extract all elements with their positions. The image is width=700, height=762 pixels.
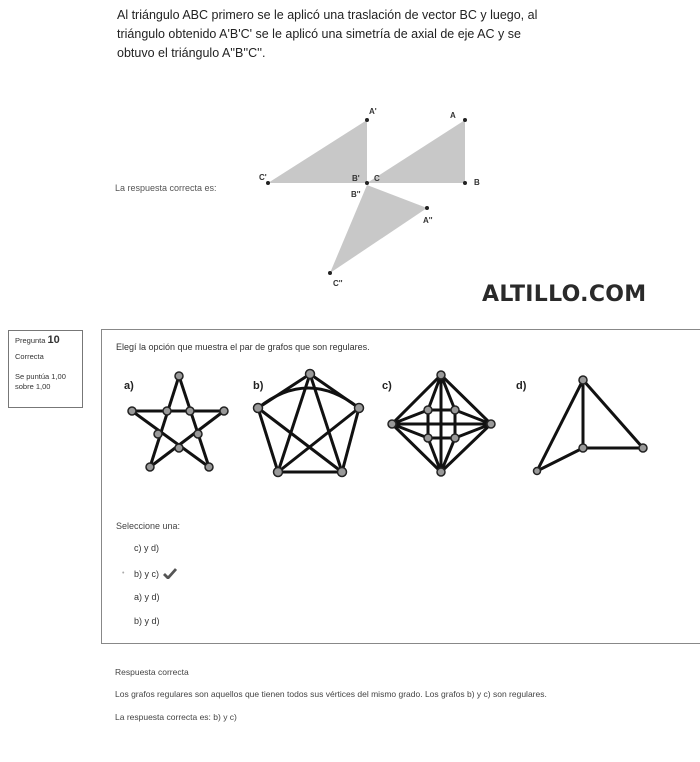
vertex-b	[463, 181, 467, 185]
vertex-a1	[365, 118, 369, 122]
question-info-box	[8, 330, 83, 408]
graph-label-c: c)	[382, 380, 392, 392]
graph-b-vertices	[254, 370, 364, 477]
question-score-line-2: sobre 1,00	[15, 382, 51, 391]
label-b1: B'	[352, 174, 360, 183]
option-label[interactable]: b) y d)	[134, 616, 160, 626]
vertex-a	[463, 118, 467, 122]
triangle-abc	[367, 120, 465, 183]
problem-line-1: Al triángulo ABC primero se le aplicó una traslación de vector BC y luego, al	[117, 8, 538, 22]
label-a1: A'	[369, 107, 377, 116]
problem-line-3: obtuvo el triángulo A''B''C''.	[117, 46, 266, 60]
label-b: B	[474, 178, 480, 187]
problem-line-2: triángulo obtenido A'B'C' se le aplicó una simetría de axial de eje AC y se	[117, 27, 521, 41]
label-a2: A''	[423, 216, 433, 225]
vertex-a2	[425, 206, 429, 210]
graphs-figure	[116, 368, 676, 483]
label-c1: C'	[259, 173, 267, 182]
triangle-a2b2c2	[330, 185, 427, 273]
vertex-c	[365, 181, 369, 185]
label-a: A	[450, 111, 456, 120]
graph-d-vertices	[534, 376, 648, 475]
option-c-d[interactable]	[122, 543, 159, 553]
option-label[interactable]: c) y d)	[134, 543, 160, 553]
graph-d	[537, 380, 643, 471]
question-score-line-1: Se puntúa 1,00	[15, 372, 66, 381]
graph-b	[258, 374, 359, 472]
triangles-figure	[250, 100, 510, 295]
question-number: 10	[47, 334, 60, 346]
problem-statement	[117, 6, 537, 63]
question-status: Correcta	[15, 352, 44, 361]
question-text: Elegí la opción que muestra el par de grafos que son regulares.	[116, 342, 370, 352]
radio-button-selected[interactable]: •	[122, 570, 125, 577]
previous-answer-label: La respuesta correcta es:	[115, 183, 217, 193]
feedback-title: Respuesta correcta	[115, 667, 189, 677]
graph-a	[132, 376, 224, 467]
graph-label-a: a)	[124, 380, 134, 392]
question-box	[101, 329, 700, 644]
label-c: C	[374, 174, 380, 183]
option-label[interactable]: a) y d)	[134, 592, 160, 602]
select-one-label: Seleccione una:	[116, 521, 181, 531]
graph-label-b: b)	[253, 380, 264, 392]
option-a-d[interactable]	[122, 592, 160, 602]
feedback-explanation: Los grafos regulares son aquellos que tienen todos sus vértices del mismo grado. Los grafos b) y c) son regulares.	[115, 689, 547, 699]
watermark-logo: ALTILLO.COM	[482, 282, 647, 307]
graph-a-vertices	[128, 372, 228, 471]
option-label[interactable]: b) y c)	[134, 568, 160, 579]
label-c2: C''	[333, 279, 343, 288]
vertex-c2	[328, 271, 332, 275]
graph-c	[392, 375, 491, 472]
option-b-d[interactable]	[122, 616, 160, 626]
checkmark-icon	[163, 568, 177, 579]
question-prefix: Pregunta	[15, 336, 46, 345]
feedback-answer: La respuesta correcta es: b) y c)	[115, 712, 237, 722]
graph-label-d: d)	[516, 380, 527, 392]
label-b2: B''	[351, 190, 361, 199]
option-b-c[interactable]	[122, 568, 177, 579]
